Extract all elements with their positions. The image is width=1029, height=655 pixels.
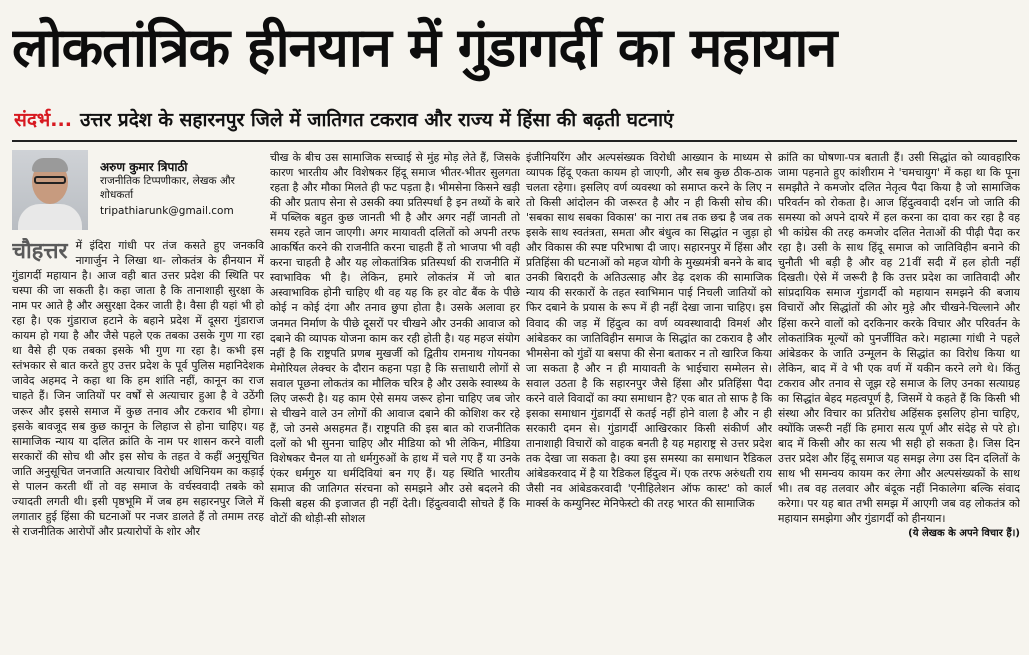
divider [12,140,1017,142]
column-4-text: क्रांति का घोषणा-पत्र बताती हैं। उसी सिद्धांत को व्यावहारिक जामा पहनाते हुए कांशीराम ने 'चमचायुग' में कहा था कि पूना समझौते ने कमजोर दलित नेतृत्व पैदा किया है जो सामाजिक परिवर्तन को रोकता है। आज हिंदुत्ववादी दर्शन जो जाति की समस्या को अपने दायरे में हल करना का दावा कर रहा है वह भी कांग्रेस की तरह कमजोर दलित नेताओं की पीढ़ी पैदा कर रहा है। उसी के साथ हिंदू समाज को जातिविहीन बनाने की चुनौती भी बड़ी है और वह 21वीं सदी में हल होती नहीं दिखती। ऐसे में जरूरी है कि उत्तर प्रदेश का जातिवादी और सांप्रदायिक समाज गुंडागर्दी को महायान समझने की बजाय विचारों और सिद्धांतों की ओर मुड़े और चीखने-चिल्लाने और हिंसा करने वालों को दरकिनार करके विचार और परिवर्तन के लोकतांत्रिक मूल्यों को पुनर्जीवित करे। महात्मा गांधी ने पहले आंबेडकर के जाति उन्मूलन के सिद्धांत का विरोध किया था लेकिन, बाद में वे भी एक वर्ण में यकीन करने लगे थे। किंतु टकराव और तनाव से जूझ रहे समाज के लिए उनका सत्याग्रह का सिद्धांत बेहद महत्वपूर्ण है, जिसमें ये कहते हैं कि किसी भी संस्था और विचार का प्रतिरोध अहिंसक इसलिए होना चाहिए, क्योंकि जरूरी नहीं कि हमारा सत्य पूर्ण और संदेह से परे हो। बाद में किसी और का सत्य भी सही हो सकता है। जिस दिन उत्तर प्रदेश और हिंदू समाज यह समझ लेगा उस दिन दलितों के साथ भी समन्वय कायम कर लेगा और अल्पसंख्यकों के साथ भी। तब वह तलवार और बंदूक नहीं निकालेगा बल्कि संवाद करेगा। पर यह बात तभी समझ में आएगी जब वह लोकतंत्र को महायान समझेगा और गुंडागर्दी को हीनयान। [778,151,1020,526]
author-name: अरुण कुमार त्रिपाठी [100,160,188,174]
author-box [12,150,262,234]
column-2-text: चीख के बीच उस सामाजिक सच्चाई से मुंह मोड़ लेते हैं, जिसके कारण भारतीय और विशेषकर हिंदू समाज भीतर-भीतर सुलगता रहता है और मौका मिलते ही फट पड़ता है। भीमसेना किसने खड़ी की और प्रताप सेना से उसकी क्या प्रतिस्पर्धा है इन तथ्यों के बारे में पब्लिक बहुत कुछ जानती भी है और अगर नहीं जानती तो समय रहते जान जाएगी। अगर मायावती दलितों को अपनी तरफ आकर्षित करने की राजनीति करना चाहती हैं तो भाजपा भी वही करना चाहती है और यह लोकतांत्रिक प्रतिस्पर्धा की राजनीति में स्वाभाविक भी है। लेकिन, हमारे लोकतंत्र में जो बात अस्वाभाविक होनी चाहिए थी वह यह कि हर वोट बैंक के पीछे कोई न कोई दंगा और तनाव छुपा होता है। उसके अलावा हर जनमत निर्माण के पीछे दूसरों पर चीखने और उनकी आवाज को दबाने की व्यापक योजना काम कर रही होती है। यह महज संयोग नहीं है कि राष्ट्रपति प्रणब मुखर्जी को द्वितीय रामनाथ गोयनका मेमोरियल लेक्चर के दौरान कहना पड़ा है कि सत्ताधारी लोगों से सवाल पूछना लोकतंत्र का मौलिक चरित्र है और उसके स्वास्थ्य के लिए जरूरी है। यह काम ऐसे समय जरूर होना चाहिए जब जोर से चीखने वाले उन लोगों की आवाज दबाने की कोशिश कर रहे हैं, जो उनसे असहमत हैं। राष्ट्रपति की इस बात को राजनीतिक दलों को भी सुनना चाहिए और मीडिया को भी लेकिन, मीडिया विशेषकर चैनल या तो धर्मगुरुओं के हाथ में चले गए हैं या उनके एंकर धर्मगुरु या धर्मदिवियां बन गए हैं। यह स्थिति भारतीय समाज की जातिगत संरचना को समझने और उसे बदलने की किसी बहस की इजाजत ही नहीं देती। हिंदुत्ववादी सोचते हैं कि वोटों की थोड़ी-सी सोशल [270,151,520,526]
context-label: संदर्भ... [14,109,72,131]
article-column-2 [270,150,520,655]
author-photo [12,150,88,230]
headline: लोकतांत्रिक हीनयान में गुंडागर्दी का महायान [12,16,837,79]
subheadline-row [14,104,1019,136]
footer-note: (ये लेखक के अपने विचार हैं।) [908,528,1020,540]
column-label: चौहत्तर [12,239,68,264]
subheadline: उत्तर प्रदेश के सहारनपुर जिले में जातिगत टकराव और राज्य में हिंसा की बढ़ती घटनाएं [79,109,674,131]
column-1-text: में इंदिरा गांधी पर तंज कसते हुए जनकवि नागार्जुन ने लिखा था- लोकतंत्र के हीनयान में गुंडागर्दी महायान है। आज वही बात उत्तर प्रदेश की स्थिति पर चस्पा की जा सकती है। कहा जाता है कि तानाशाही सुरक्षा के नाम पर आते है और असुरक्षा देकर जाती है। वैसा ही यहां भी हो रहा है। एक गुंडाराज हटाने के बहाने प्रदेश में दूसरा गुंडाराज कायम हो गया है और जैसे पहले एक तबका उसके गुण गा रहा था वैसे ही एक तबका इसके भी गुण गा रहा है। कभी इस स्तंभकार से बात करते हुए उत्तर प्रदेश के पूर्व पुलिस महानिदेशक जावेद अहमद ने कहा था कि हम शांति नहीं, कानून का राज चाहते हैं। जिन जातियों पर वर्षों से अत्याचार हुआ है वे उठेंगी जरूर और इससे समाज में कुछ तनाव और टकराव भी होगा। इसके बावजूद सब कुछ कानून के लिहाज से होना चाहिए। यह सामाजिक न्याय या दलित क्रांति के नाम पर शासन करने वाली सरकारों की सोच थी और इस सोच के तहत वे कहीं अनुसूचित जाति अनुसूचित जनजाति अत्याचार विरोधी अधिनियम का कड़ाई से पालन करती थीं तो वह समाज के वर्चस्ववादी तबके को ज्यादती लगती थी। इसी पृष्ठभूमि में जब हम सहारनपुर जिले में लगातार हुई हिंसा की घटनाओं पर नजर डालते हैं तो तमाम तरह से राजनीतिक आरोपों और प्रत्यारोपों के शोर और [12,239,264,538]
article-column-1 [12,238,264,654]
article-column-4 [778,150,1020,655]
author-email: tripathiarunk@gmail.com [100,205,234,217]
article-column-3 [526,150,772,655]
author-role: राजनीतिक टिप्पणीकार, लेखक और शोधकर्ता [100,175,235,201]
column-3-text: इंजीनियरिंग और अल्पसंख्यक विरोधी आख्यान के माध्यम से व्यापक हिंदू एकता कायम हो जाएगी, और सब कुछ ठीक-ठाक चलता रहेगा। इसलिए वर्ण व्यवस्था को समाप्त करने के लिए न तो किसी आंदोलन की जरूरत है और न ही किसी सोच की। 'सबका साथ सबका विकास' का नारा तब तक छद्म है जब तक इसके साथ स्वतंत्रता, समता और बंधुत्व का सिद्धांत न जुड़ा हो और विकास की स्पष्ट परिभाषा दी जाए। सहारनपुर में हिंसा और प्रतिहिंसा की घटनाओं को महज योगी के मुख्यमंत्री बनने के बाद उनकी बिरादरी के अतिउत्साह और डेढ़ दशक की सामाजिक न्याय की सरकारों के तहत स्वाभिमान पाई निचली जातियों को फिर दबाने के प्रयास के रूप में ही नहीं देखा जाना चाहिए। इस विवाद की जड़ में हिंदुत्व का वर्ण व्यवस्थावादी विमर्श और आंबेडकर का जातिविहीन समाज के सिद्धांत का टकराव है और भीमसेना को गुंडों या बसपा की सेना बताकर न तो खारिज किया जा सकता है और न ही मायावती के भाईचारा सम्मेलन से। सवाल उठता है कि सहारनपुर जैसे हिंसा और प्रतिहिंसा पैदा करने वाले विवादों का क्या समाधान है? एक बात तो साफ है कि इसका समाधान गुंडागर्दी से कतई नहीं होने वाला है और न ही सरकारी दमन से। गुंडागर्दी आखिरकार किसी संकीर्ण और तानाशाही विचारों को वाहक बनती है यह महाराष्ट्र से उत्तर प्रदेश तक देखा जा सकता है। क्या इस समस्या का समाधान रैडिकल आंबेडकरवाद में है या रैडिकल हिंदुत्व में। एक तरफ अरुंधती राय जैसी नव आंबेडकरवादी 'एनीहिलेशन ऑफ कास्ट' को कार्ल मार्क्स के कम्युनिस्ट मेनिफेस्टो की तरह भारत की सामाजिक [526,151,772,511]
